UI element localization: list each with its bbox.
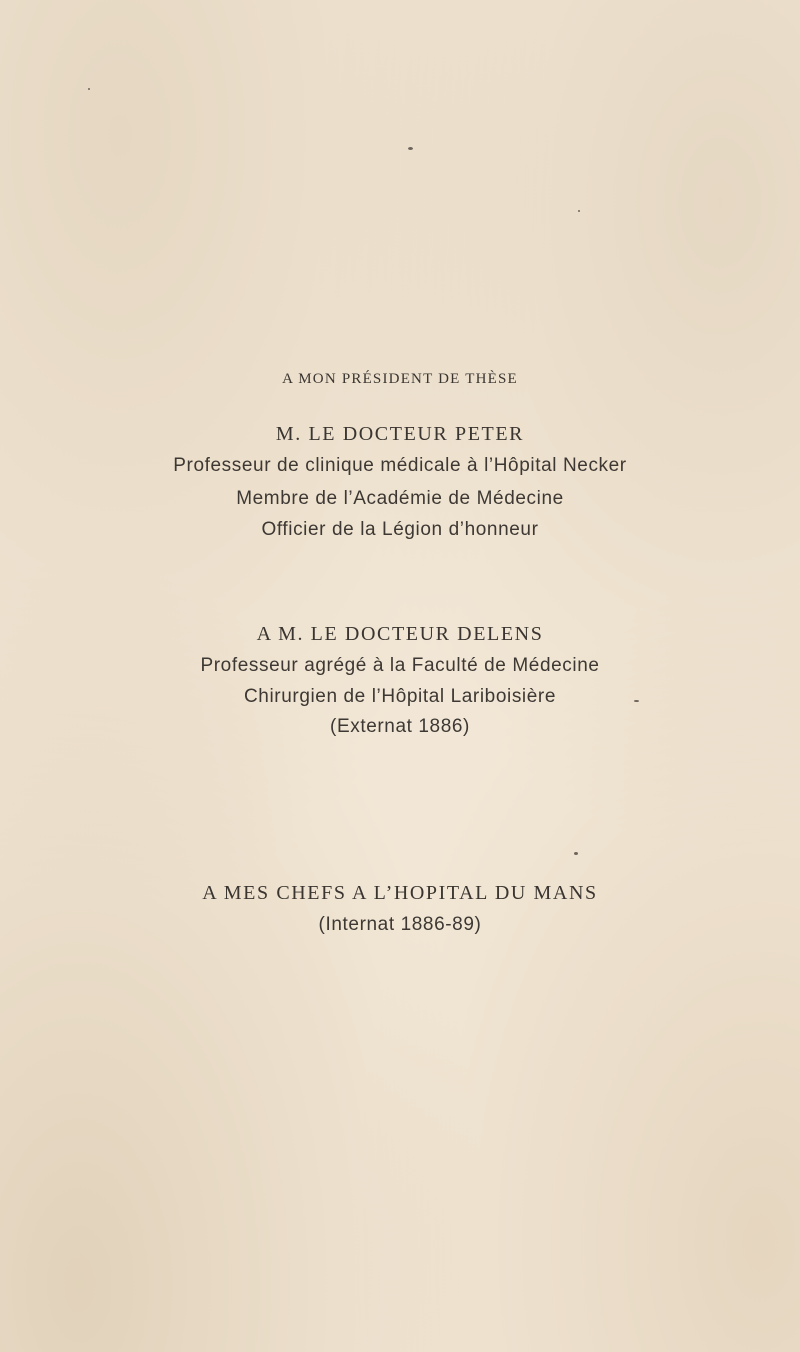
dedication-2-line: Professeur agrégé à la Faculté de Médecine: [200, 655, 600, 676]
dedication-2-name: A M. LE DOCTEUR DELENS: [256, 623, 544, 645]
dedication-1-line: Officier de la Légion d’honneur: [261, 519, 539, 540]
ink-speck: [88, 88, 90, 90]
dedication-2-line: (Externat 1886): [330, 716, 470, 737]
dedication-2-line: Chirurgien de l’Hôpital Lariboisière: [243, 686, 557, 707]
dedication-3-line: (Internat 1886-89): [318, 914, 482, 935]
dedication-1-name: M. LE DOCTEUR PETER: [275, 423, 525, 445]
ink-speck: [574, 852, 578, 855]
dedication-3-name: A MES CHEFS A L’HOPITAL DU MANS: [202, 882, 598, 904]
dedication-1-line: Membre de l’Académie de Médecine: [236, 488, 564, 509]
ink-speck: [408, 147, 413, 150]
dedication-1-line: Professeur de clinique médicale à l’Hôpital Necker: [173, 455, 627, 476]
ink-speck: [578, 210, 580, 212]
dedication-1-heading: A MON PRÉSIDENT DE THÈSE: [282, 371, 518, 387]
